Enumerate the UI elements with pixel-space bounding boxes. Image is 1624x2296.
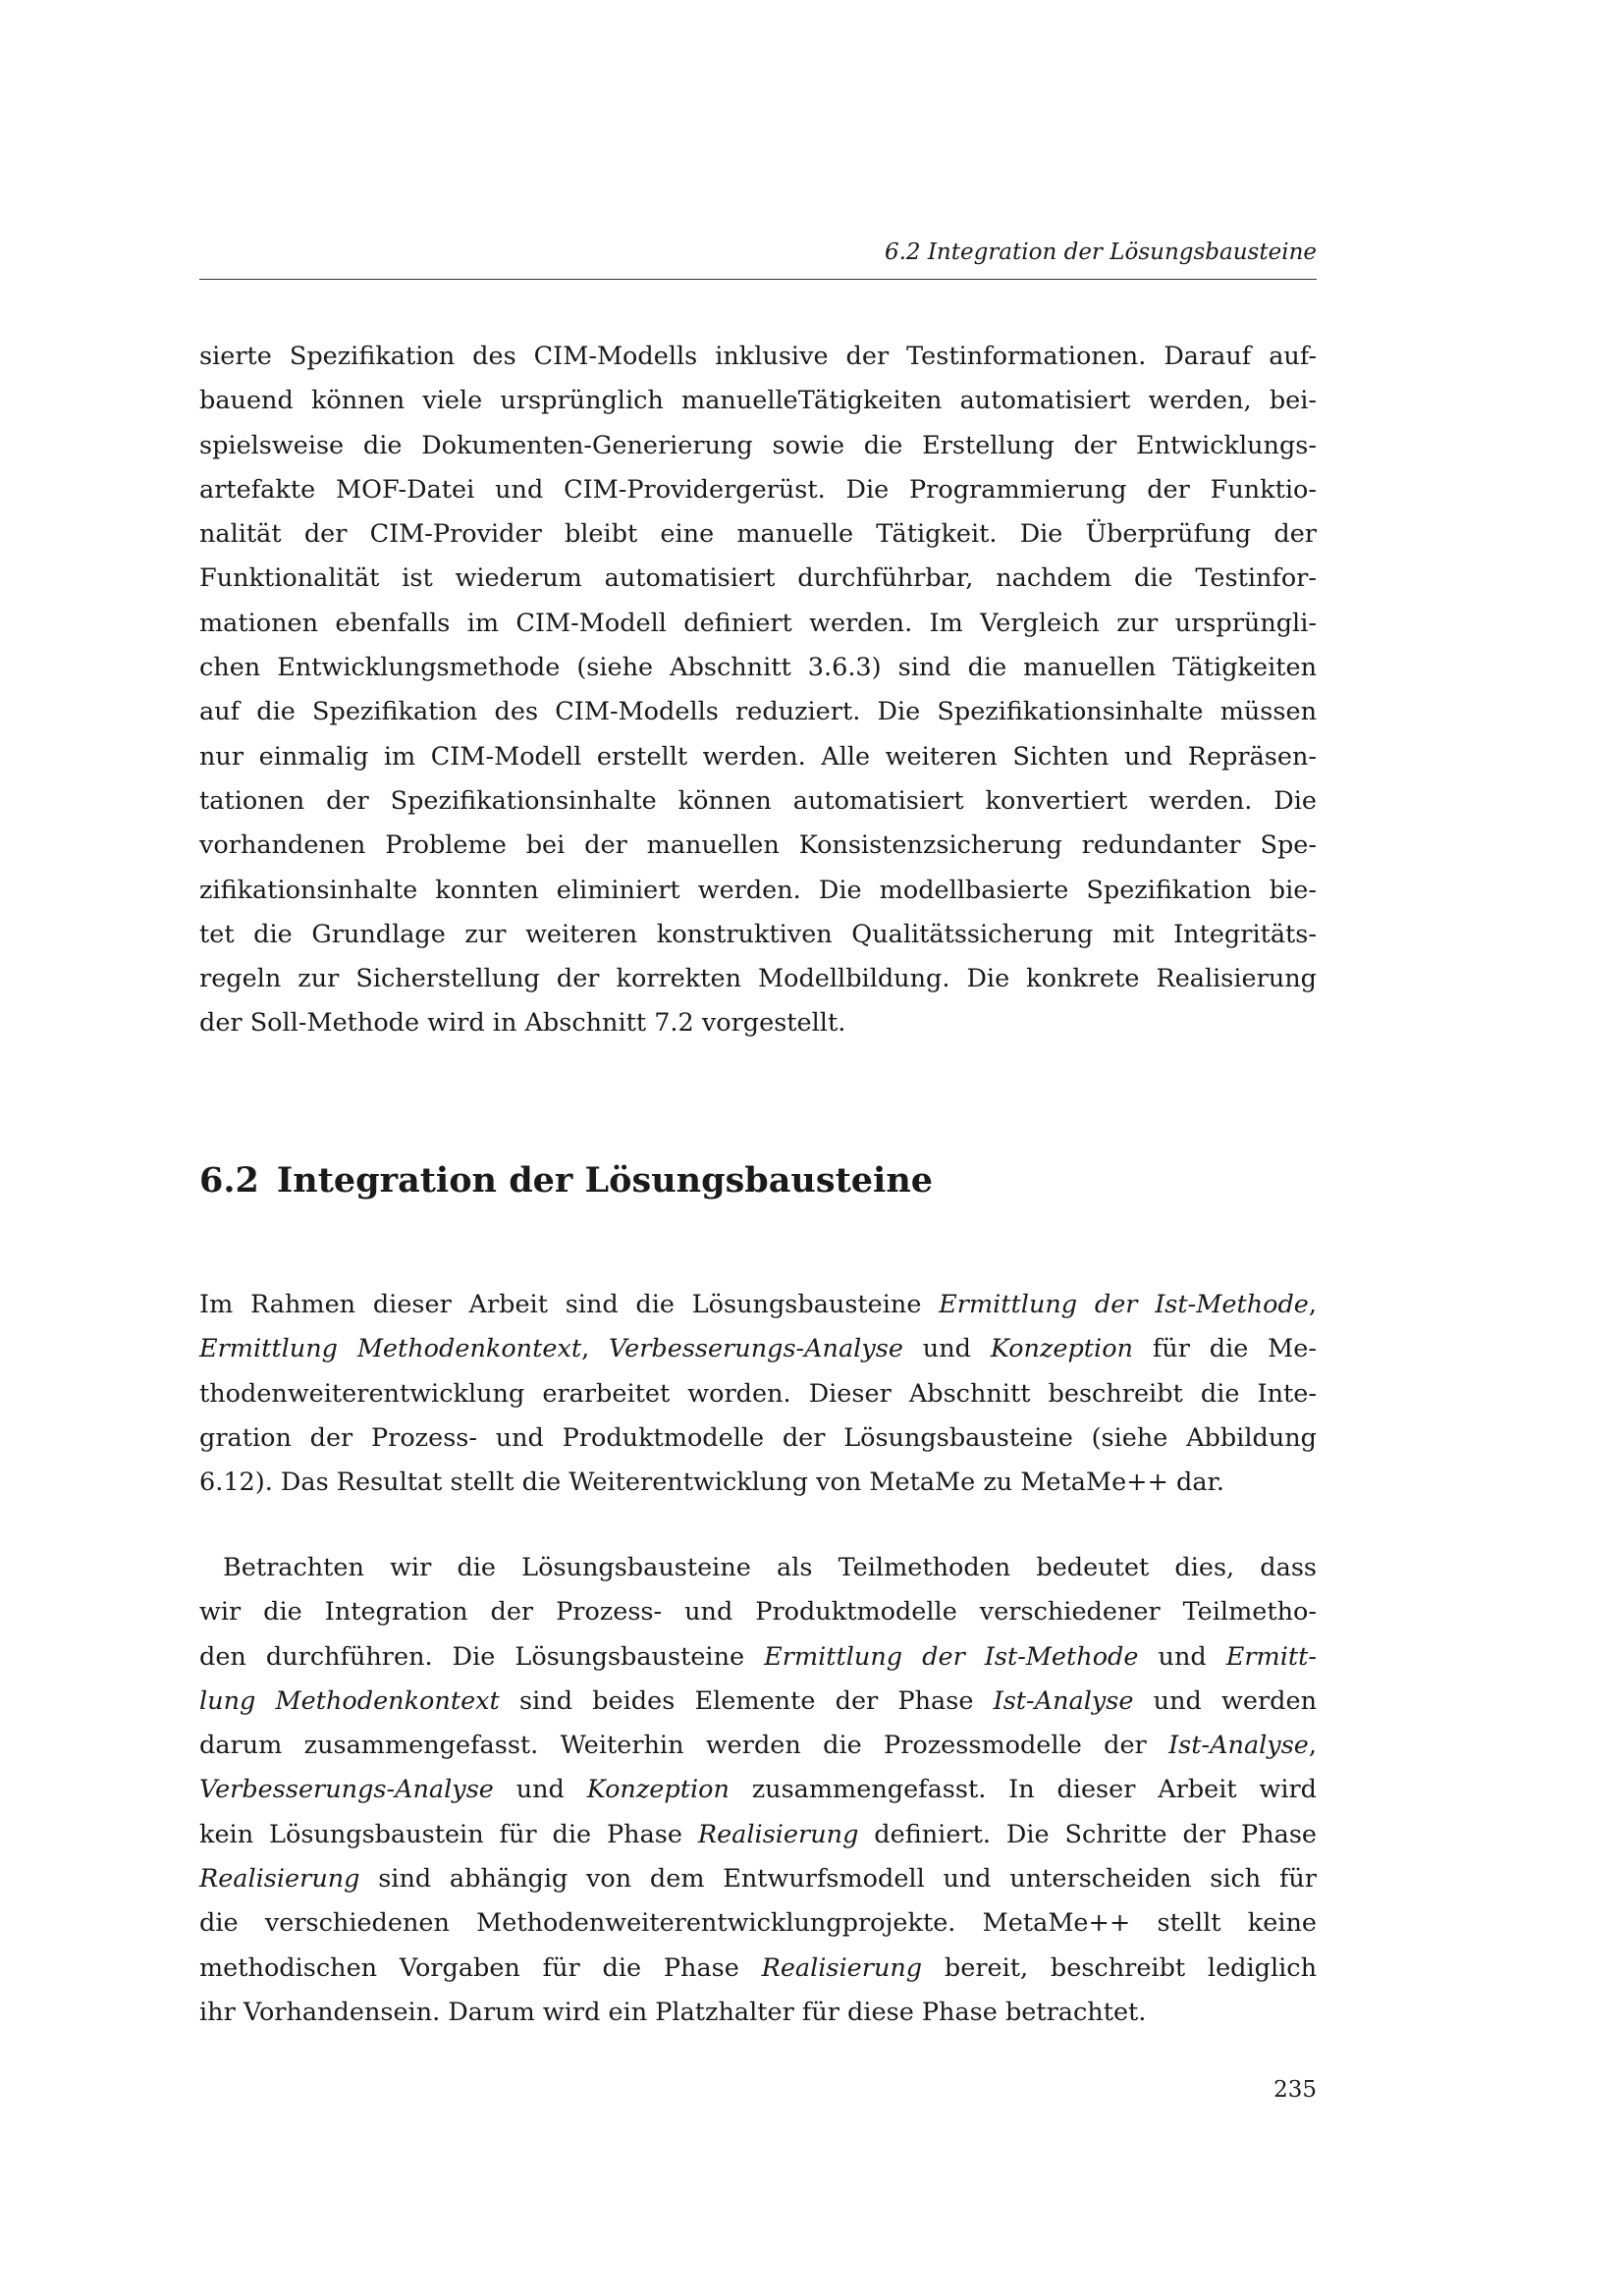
text-run: nalität der CIM-Provider bleibt eine manuelle Tätigkeit. Die Überprüfung der [199, 519, 1317, 550]
italic-term: Verbesserungs-Analyse [199, 1775, 494, 1805]
text-run: und [493, 1775, 587, 1805]
italic-term: Ermitt- [1225, 1641, 1318, 1672]
text-run: , [1308, 1290, 1317, 1319]
text-run: tationen der Spezifikationsinhalte können automatisiert konvertiert werden. Die [199, 785, 1317, 816]
text-run: mationen ebenfalls im CIM-Modell definiert werden. Im Vergleich zur ursprüngli- [199, 608, 1317, 638]
text-run: spielsweise die Dokumenten-Generierung sowie die Erstellung der Entwicklungs- [199, 430, 1317, 460]
text-line [199, 913, 1317, 957]
text-run: definiert. Die Schritte der Phase [858, 1819, 1317, 1849]
text-run: , [581, 1334, 610, 1364]
text-line [199, 379, 1317, 423]
text-line [199, 824, 1317, 868]
italic-term: Ermittlung Methodenkontext [199, 1334, 582, 1364]
text-line [199, 1416, 1317, 1461]
text-line [199, 646, 1317, 690]
text-line [199, 1857, 1317, 1901]
text-run: Im Rahmen dieser Arbeit sind die Lösungsbausteine [199, 1290, 940, 1319]
text-line [199, 1546, 1317, 1590]
text-run: wir die Integration der Prozess- und Produktmodelle verschiedener Teilmetho- [199, 1597, 1317, 1628]
italic-term: lung Methodenkontext [199, 1685, 500, 1716]
running-header: 6.2 Integration der Lösungsbausteine [884, 240, 1317, 265]
italic-term: Realisierung [761, 1952, 923, 1983]
text-run: und [1138, 1641, 1226, 1672]
text-run: der Soll-Methode wird in Abschnitt 7.2 vorgestellt. [199, 1008, 846, 1039]
text-run: , [1308, 1731, 1317, 1761]
text-line [199, 1001, 1317, 1045]
text-run: zusammengefasst. In dieser Arbeit wird [729, 1775, 1317, 1805]
text-line [199, 335, 1317, 379]
text-line [199, 1991, 1317, 2035]
page-number: 235 [1273, 2077, 1317, 2103]
text-run: Betrachten wir die Lösungsbausteine als Teilmethoden bedeutet dies, dass [223, 1553, 1317, 1582]
text-line [199, 602, 1317, 646]
text-run: gration der Prozess- und Produktmodelle der Lösungsbausteine (siehe Abbildung [199, 1422, 1317, 1453]
text-run: regeln zur Sicherstellung der korrekten Modellbildung. Die konkrete Realisierung [199, 964, 1317, 994]
text-line [199, 1724, 1317, 1768]
italic-term: Realisierung [697, 1819, 859, 1849]
text-run: darum zusammengefasst. Weiterhin werden die Prozessmodelle der [199, 1731, 1169, 1761]
text-run: den durchführen. Die Lösungsbausteine [199, 1641, 765, 1672]
italic-term: Ist-Analyse [1168, 1731, 1309, 1761]
text-run: zifikationsinhalte konnten eliminiert werden. Die modellbasierte Spezifikation bie- [199, 875, 1317, 905]
text-run: sierte Spezifikation des CIM-Modells inklusive der Testinformationen. Darauf auf- [199, 342, 1317, 371]
text-run: und [902, 1334, 991, 1364]
italic-term: Realisierung [199, 1864, 360, 1895]
text-line [199, 957, 1317, 1001]
text-run: thodenweiterentwicklung erarbeitet worden. Dieser Abschnitt beschreibt die Inte- [199, 1378, 1317, 1409]
text-line [199, 1947, 1317, 1991]
text-line [199, 1461, 1317, 1505]
text-line [199, 468, 1317, 512]
text-line [199, 1372, 1317, 1416]
text-run: bereit, beschreibt lediglich [922, 1952, 1317, 1983]
paragraph-intro [199, 1283, 1317, 1505]
text-run: die verschiedenen Methodenweiterentwicklungprojekte. MetaMe++ stellt keine [199, 1908, 1317, 1939]
text-run: artefakte MOF-Datei und CIM-Providergerüst. Die Programmierung der Funktio- [199, 474, 1317, 505]
text-line [199, 424, 1317, 468]
text-line [199, 1768, 1317, 1812]
text-run: ihr Vorhandensein. Darum wird ein Platzhalter für diese Phase betrachtet. [199, 1997, 1147, 2027]
paragraph-continued [199, 335, 1317, 1046]
text-line [199, 1635, 1317, 1680]
text-run: Funktionalität ist wiederum automatisiert durchführbar, nachdem die Testinfor- [199, 563, 1317, 594]
text-run: kein Lösungsbaustein für die Phase [199, 1819, 698, 1849]
italic-term: Ermittlung der Ist-Methode [764, 1641, 1139, 1672]
text-line [199, 869, 1317, 913]
italic-term: Ermittlung der Ist-Methode [939, 1290, 1309, 1319]
text-run: sind beides Elemente der Phase [499, 1685, 994, 1716]
text-run: für die Me- [1132, 1334, 1317, 1364]
text-run: und werden [1133, 1685, 1318, 1716]
text-line [199, 512, 1317, 557]
section-number: 6.2 [199, 1160, 259, 1201]
italic-term: Konzeption [990, 1334, 1133, 1364]
text-line [199, 557, 1317, 601]
text-line [199, 1283, 1317, 1327]
paragraph-integration [199, 1546, 1317, 2035]
text-line [199, 779, 1317, 824]
text-run: methodischen Vorgaben für die Phase [199, 1952, 762, 1983]
header-rule [199, 279, 1317, 280]
text-line [199, 735, 1317, 779]
text-line [199, 1813, 1317, 1857]
italic-term: Verbesserungs-Analyse [609, 1334, 903, 1364]
text-line [199, 1680, 1317, 1724]
text-line [199, 1327, 1317, 1371]
text-line [199, 1901, 1317, 1946]
text-run: 6.12). Das Resultat stellt die Weiterentwicklung von MetaMe zu MetaMe++ dar. [199, 1468, 1225, 1498]
text-line [199, 690, 1317, 734]
text-run: bauend können viele ursprünglich manuelleTätigkeiten automatisiert werden, bei- [199, 386, 1317, 416]
text-run: sind abhängig von dem Entwurfsmodell und unterscheiden sich für [359, 1864, 1317, 1895]
text-run: auf die Spezifikation des CIM-Modells reduziert. Die Spezifikationsinhalte müssen [199, 697, 1317, 727]
text-run: tet die Grundlage zur weiteren konstruktiven Qualitätssicherung mit Integritäts- [199, 919, 1317, 949]
italic-term: Ist-Analyse [993, 1685, 1134, 1716]
text-run: chen Entwicklungsmethode (siehe Abschnitt 3.6.3) sind die manuellen Tätigkeiten [199, 653, 1317, 683]
section-heading [199, 1160, 933, 1201]
italic-term: Konzeption [586, 1775, 730, 1805]
section-title: Integration der Lösungsbausteine [276, 1160, 934, 1201]
text-run: nur einmalig im CIM-Modell erstellt werden. Alle weiteren Sichten und Repräsen- [199, 741, 1317, 772]
text-line [199, 1590, 1317, 1634]
text-run: vorhandenen Probleme bei der manuellen Konsistenzsicherung redundanter Spe- [199, 830, 1317, 861]
